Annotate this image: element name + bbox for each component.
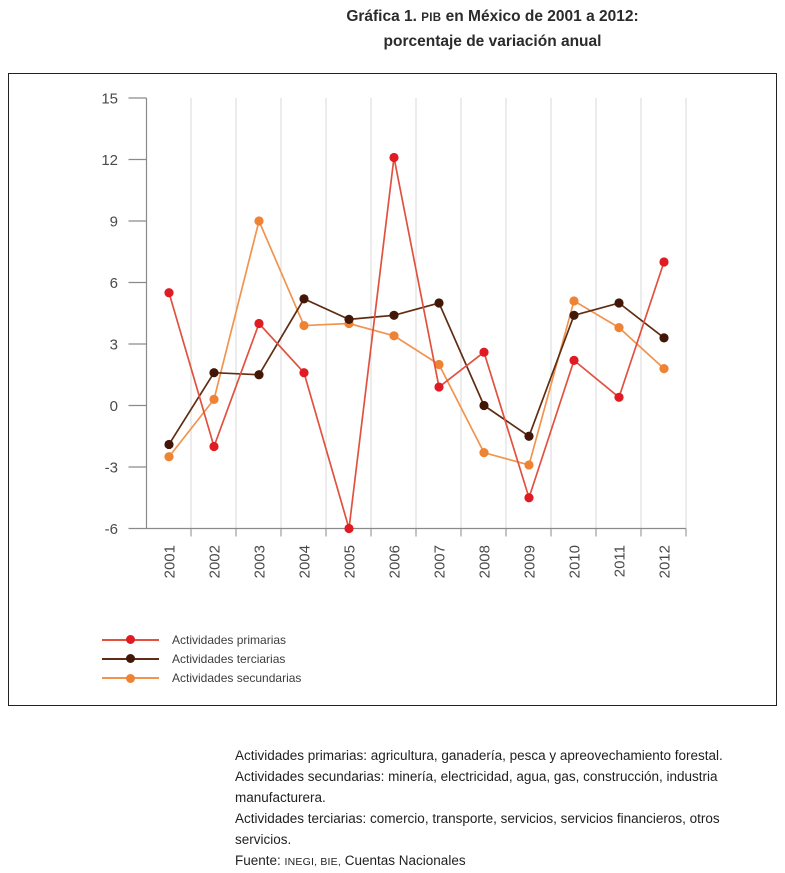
y-tick-label: 6 [109, 275, 118, 292]
x-tick-label: 2004 [296, 545, 314, 579]
data-point-actividades-terciarias-2006 [389, 311, 398, 320]
title-line-2: porcentaje de variación anual [383, 33, 602, 50]
data-point-actividades-primarias-2009 [524, 493, 533, 502]
x-tick-label: 2007 [431, 545, 449, 579]
legend-label: Actividades primarias [172, 632, 287, 647]
title-line-1 [200, 5, 785, 30]
data-point-actividades-primarias-2007 [434, 382, 443, 391]
data-point-actividades-terciarias-2012 [659, 333, 668, 342]
chart-legend [102, 630, 301, 688]
data-point-actividades-terciarias-2001 [164, 440, 173, 449]
data-point-actividades-terciarias-2002 [209, 368, 218, 377]
note-line: manufacturera. [235, 790, 326, 805]
legend-marker-icon [102, 653, 159, 664]
y-tick-label: 12 [101, 152, 118, 169]
data-point-actividades-terciarias-2004 [299, 294, 308, 303]
data-point-actividades-secundarias-2006 [389, 331, 398, 340]
notes [235, 745, 785, 850]
data-point-actividades-primarias-2005 [344, 524, 353, 533]
y-tick-label: 0 [109, 398, 118, 415]
fuente-prefix: Fuente: [235, 853, 285, 868]
fuente-line [235, 850, 785, 873]
y-tick-label: 3 [109, 336, 118, 354]
legend-marker-icon [102, 634, 159, 645]
data-point-actividades-primarias-2002 [209, 442, 218, 451]
legend-marker-icon [102, 673, 159, 684]
legend-dot [126, 674, 135, 683]
note-line: Actividades secundarias: minería, electricidad, agua, gas, construcción, industria [235, 769, 718, 784]
data-point-actividades-secundarias-2010 [569, 296, 578, 305]
data-point-actividades-secundarias-2004 [299, 321, 308, 330]
title-prefix: Gráfica 1. [346, 8, 422, 25]
x-tick-label: 2001 [161, 545, 179, 579]
data-point-actividades-terciarias-2009 [524, 432, 533, 441]
note-line: Actividades primarias: agricultura, ganadería, pesca y apreovechamiento forestal. [235, 748, 723, 763]
data-point-actividades-terciarias-2007 [434, 298, 443, 307]
legend-item [102, 669, 301, 688]
x-tick-label: 2008 [476, 545, 494, 579]
y-tick-label: 15 [101, 90, 118, 108]
chart-svg [9, 74, 776, 705]
x-tick-label: 2006 [386, 545, 404, 579]
x-tick-label: 2010 [566, 545, 584, 579]
x-tick-label: 2009 [521, 545, 539, 579]
x-tick-label: 2003 [251, 545, 269, 579]
data-point-actividades-primarias-2012 [659, 257, 668, 266]
data-point-actividades-secundarias-2009 [524, 460, 533, 469]
legend-item [102, 630, 301, 649]
data-point-actividades-secundarias-2002 [209, 395, 218, 404]
data-point-actividades-primarias-2003 [254, 319, 263, 328]
data-point-actividades-primarias-2010 [569, 356, 578, 365]
data-point-actividades-primarias-2006 [389, 153, 398, 162]
data-point-actividades-terciarias-2003 [254, 370, 263, 379]
data-point-actividades-secundarias-2012 [659, 364, 668, 373]
data-point-actividades-primarias-2004 [299, 368, 308, 377]
fuente-smallcaps: INEGI, BIE, [284, 856, 341, 868]
data-point-actividades-secundarias-2008 [479, 448, 488, 457]
note-line: servicios. [235, 832, 292, 847]
pib-smallcaps: PIB [421, 12, 442, 24]
legend-dot [126, 635, 135, 644]
x-tick-label: 2011 [611, 545, 629, 578]
legend-label: Actividades secundarias [172, 671, 302, 686]
x-tick-label: 2002 [206, 545, 224, 579]
footnotes [235, 745, 785, 873]
fuente-suffix: Cuentas Nacionales [341, 853, 466, 868]
y-tick-label: 9 [109, 213, 118, 231]
data-point-actividades-terciarias-2010 [569, 311, 578, 320]
data-point-actividades-terciarias-2011 [614, 298, 623, 307]
data-point-actividades-primarias-2008 [479, 348, 488, 357]
data-point-actividades-primarias-2011 [614, 393, 623, 402]
chart-title [200, 5, 785, 54]
data-point-actividades-secundarias-2001 [164, 452, 173, 461]
legend-label: Actividades terciarias [172, 651, 286, 666]
data-point-actividades-secundarias-2003 [254, 216, 263, 225]
data-point-actividades-terciarias-2008 [479, 401, 488, 410]
data-point-actividades-primarias-2001 [164, 288, 173, 297]
y-tick-label: -3 [104, 459, 118, 477]
data-point-actividades-terciarias-2005 [344, 315, 353, 324]
legend-item [102, 649, 301, 668]
x-tick-label: 2012 [656, 545, 674, 579]
chart-box [8, 73, 777, 706]
y-tick-label: -6 [104, 521, 118, 538]
data-point-actividades-secundarias-2011 [614, 323, 623, 332]
note-line: Actividades terciarias: comercio, transporte, servicios, servicios financieros, otros [235, 811, 720, 826]
title-suffix: en México de 2001 a 2012: [441, 8, 639, 25]
legend-dot [126, 654, 135, 663]
x-tick-label: 2005 [341, 545, 359, 579]
